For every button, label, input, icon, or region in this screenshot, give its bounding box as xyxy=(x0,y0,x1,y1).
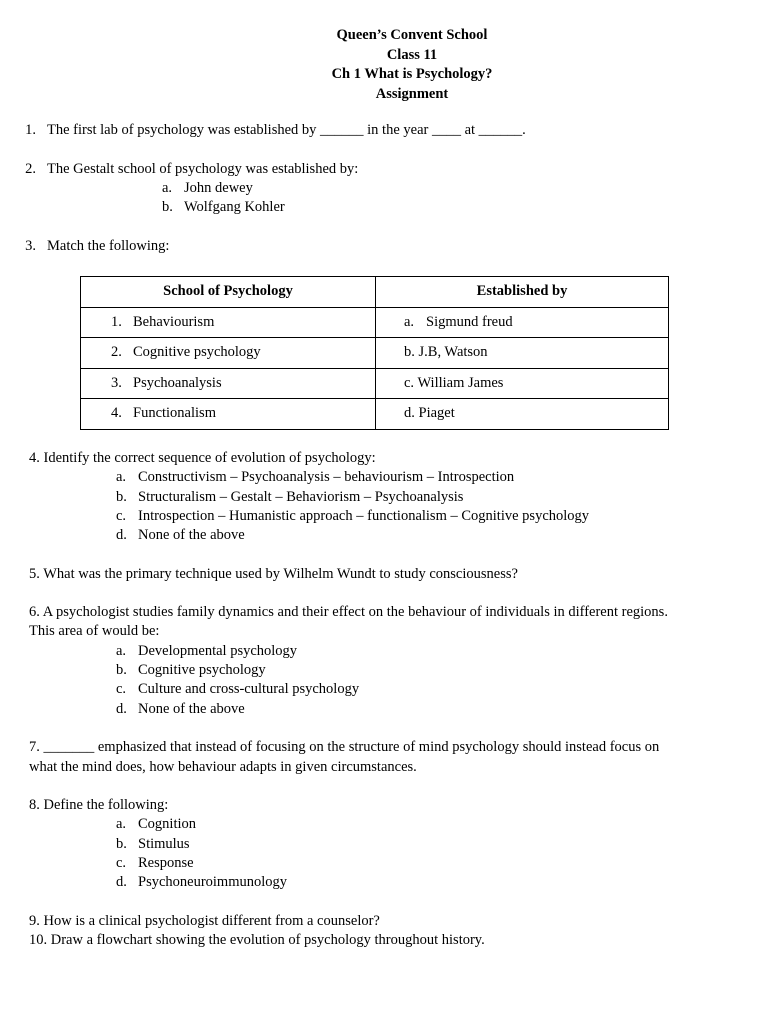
column-header-established-by: Established by xyxy=(376,277,669,308)
question-9: 9. How is a clinical psychologist different from a counselor? xyxy=(29,913,380,929)
option-letter: a. xyxy=(116,469,127,485)
option-letter: d. xyxy=(116,874,127,890)
option-text: Constructivism – Psychoanalysis – behaviourism – Introspection xyxy=(138,469,515,485)
question-4: 4. Identify the correct sequence of evolution of psychology: xyxy=(29,450,376,466)
founder-cell xyxy=(376,399,669,430)
question-8: 8. Define the following: xyxy=(29,797,169,813)
option-item xyxy=(116,835,190,854)
question-6-line-2: This area of would be: xyxy=(29,623,160,639)
option-letter: b. xyxy=(116,662,127,678)
table-row xyxy=(81,399,669,430)
question-text: Match the following: xyxy=(47,238,170,254)
founder-cell xyxy=(376,307,669,338)
option-text: None of the above xyxy=(138,527,245,543)
option-letter: a. xyxy=(116,816,127,832)
school-name-cell: Behaviourism xyxy=(133,313,215,330)
founder-cell xyxy=(376,368,669,399)
school-name-cell: Psychoanalysis xyxy=(133,374,222,391)
founder-name: J.B, Watson xyxy=(418,344,488,361)
option-text: Introspection – Humanistic approach – functionalism – Cognitive psychology xyxy=(138,508,590,524)
school-name-cell: Cognitive psychology xyxy=(133,344,261,361)
table-row xyxy=(81,338,669,369)
assignment-title: Assignment xyxy=(375,85,449,102)
row-letter: b. xyxy=(404,344,415,361)
match-table xyxy=(80,276,669,430)
option-item xyxy=(162,179,253,198)
option-item xyxy=(116,468,514,487)
option-text: Cognitive psychology xyxy=(138,662,266,678)
class-label: Class 11 xyxy=(386,46,438,63)
row-number: 3. xyxy=(111,374,122,391)
question-number: 2. xyxy=(25,161,36,177)
option-item xyxy=(116,526,245,545)
option-letter: a. xyxy=(116,643,127,659)
option-text: Developmental psychology xyxy=(138,643,298,659)
option-text: John dewey xyxy=(184,180,253,196)
option-letter: b. xyxy=(116,489,127,505)
school-cell xyxy=(81,338,376,369)
option-text: Structuralism – Gestalt – Behaviorism – Psychoanalysis xyxy=(138,489,464,505)
option-item xyxy=(116,488,463,507)
row-letter: d. xyxy=(404,405,415,422)
document-header xyxy=(0,26,768,104)
question-number: 3. xyxy=(25,238,36,254)
option-letter: d. xyxy=(116,701,127,717)
option-text: Response xyxy=(138,855,194,871)
school-cell xyxy=(81,368,376,399)
option-letter: b. xyxy=(116,836,127,852)
school-cell xyxy=(81,307,376,338)
option-item xyxy=(116,854,194,873)
option-item xyxy=(116,642,297,661)
school-name: Queen’s Convent School xyxy=(336,27,488,43)
column-header-school: School of Psychology xyxy=(81,277,376,308)
founder-cell xyxy=(376,338,669,369)
table-row xyxy=(81,307,669,338)
row-number: 2. xyxy=(111,344,122,361)
table-header-row xyxy=(81,277,669,308)
question-7-line-2: what the mind does, how behaviour adapts in given circumstances. xyxy=(29,759,417,775)
question-text: The first lab of psychology was established by ______ in the year ____ at ______. xyxy=(47,122,526,138)
founder-name: Piaget xyxy=(418,405,455,422)
option-item xyxy=(116,680,359,699)
chapter-title: Ch 1 What is Psychology? xyxy=(331,66,493,82)
row-number: 1. xyxy=(111,313,122,330)
option-letter: d. xyxy=(116,527,127,543)
option-item xyxy=(116,507,589,526)
question-text: The Gestalt school of psychology was established by: xyxy=(47,161,359,177)
option-letter: c. xyxy=(116,855,127,871)
question-5: 5. What was the primary technique used by Wilhelm Wundt to study consciousness? xyxy=(29,566,518,582)
option-letter: c. xyxy=(116,508,127,524)
option-text: Stimulus xyxy=(138,836,190,852)
table-row xyxy=(81,368,669,399)
row-letter: a. xyxy=(404,313,415,330)
option-item xyxy=(116,661,266,680)
school-name-cell: Functionalism xyxy=(133,405,216,422)
founder-name: William James xyxy=(417,374,504,391)
option-item xyxy=(116,815,196,834)
question-10: 10. Draw a flowchart showing the evolution of psychology throughout history. xyxy=(29,932,485,948)
option-text: Wolfgang Kohler xyxy=(184,199,285,215)
school-cell xyxy=(81,399,376,430)
option-item xyxy=(116,873,287,892)
option-text: Psychoneuroimmunology xyxy=(138,874,288,890)
option-text: None of the above xyxy=(138,701,245,717)
founder-name: Sigmund freud xyxy=(426,313,513,330)
option-letter: b. xyxy=(162,199,173,215)
option-item xyxy=(162,198,285,217)
option-item xyxy=(116,700,245,719)
question-7-line-1: 7. _______ emphasized that instead of focusing on the structure of mind psychology should instead focus on xyxy=(29,739,660,755)
question-6-line-1: 6. A psychologist studies family dynamics and their effect on the behaviour of individuals in different regions. xyxy=(29,604,668,620)
question-number: 1. xyxy=(25,122,36,138)
row-number: 4. xyxy=(111,405,122,422)
option-text: Culture and cross-cultural psychology xyxy=(138,681,360,697)
option-letter: c. xyxy=(116,681,127,697)
option-text: Cognition xyxy=(138,816,197,832)
row-letter: c. xyxy=(404,374,415,391)
option-letter: a. xyxy=(162,180,173,196)
